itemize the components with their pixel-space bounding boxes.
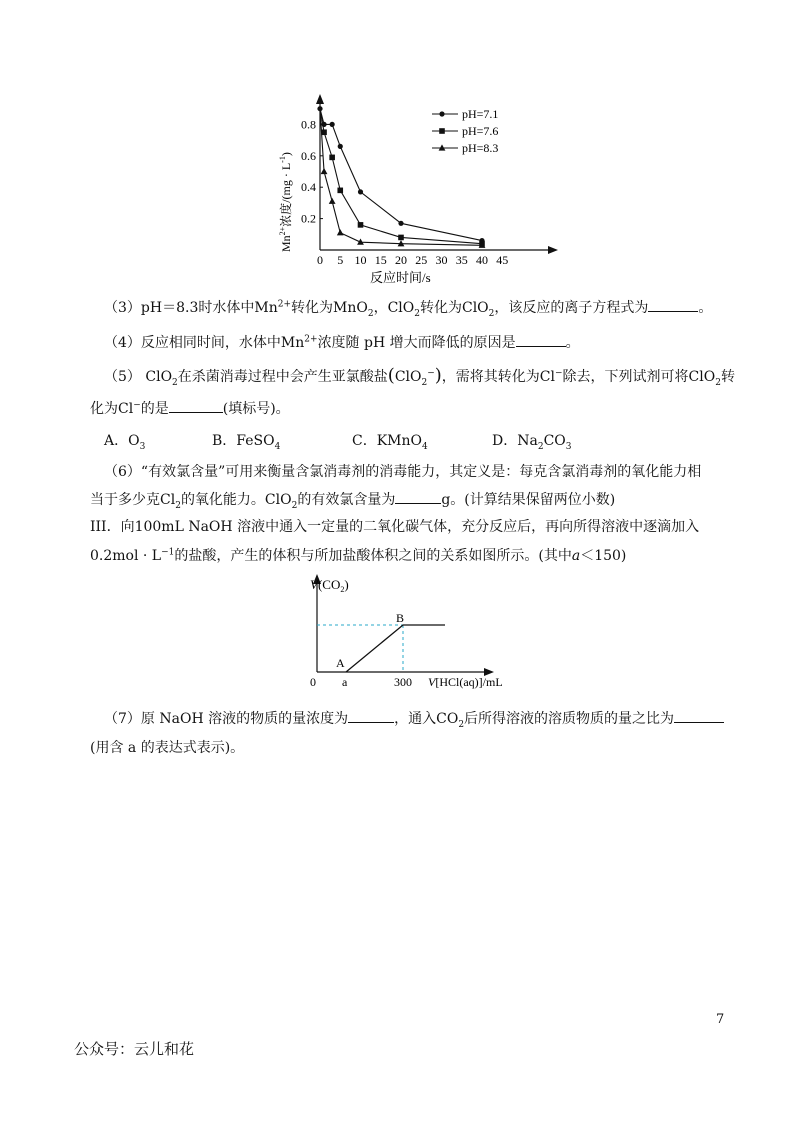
- y-axis-arrow: [316, 94, 324, 104]
- question-6-line1: （6）“有效氯含量”可用来衡量含氯消毒剂的消毒能力，其定义是：每克含氯消毒剂的氧化能力相: [104, 464, 702, 480]
- x-tick-label: 35: [455, 253, 468, 267]
- chart2-tick-300: 300: [394, 675, 412, 689]
- question-3: （3）pH＝8.3时水体中$Mn^{2+}$转化为MnO$_2$，ClO$_2$转化为ClO$_2$，该反应的离子方程式为 。: [104, 297, 712, 318]
- q3-answer-blank[interactable]: [648, 297, 698, 312]
- chart2-point-a-label: A: [336, 656, 345, 670]
- part-3-line1: III．向100mL NaOH 溶液中通入一定量的二氧化碳气体，充分反应后，再向所得溶液中逐滴加入: [90, 519, 700, 535]
- x-tick-label: 15: [374, 253, 387, 267]
- data-point: [439, 111, 444, 116]
- option-d[interactable]: D．$Na_2CO_3$: [492, 433, 572, 452]
- data-point: [337, 229, 344, 235]
- data-point: [330, 122, 335, 127]
- question-6-line2: 当于多少克$Cl_2$的氧化能力。ClO$_2$的有效氯含量为 g。(计算结果保留两位小数): [90, 489, 615, 510]
- x-tick-label: 40: [476, 253, 488, 267]
- x-tick-label: 45: [496, 253, 509, 267]
- question-7-line2: (用含 a 的表达式表示)。: [90, 740, 245, 756]
- x-tick-label: 25: [415, 253, 428, 267]
- q6-answer-blank[interactable]: [395, 489, 441, 504]
- data-point: [329, 155, 335, 161]
- question-7-line1: （7）原 NaOH 溶液的物质的量浓度为 ，通入$CO_2$后所得溶液的溶质物质的量之比为: [104, 708, 724, 729]
- chart2-point-b-label: B: [396, 611, 405, 625]
- q3-number: （3）: [104, 300, 141, 316]
- data-point: [398, 235, 404, 241]
- x-tick-label: 5: [337, 253, 344, 267]
- x-tick-label: 10: [354, 253, 367, 267]
- legend-label: pH=7.1: [462, 107, 499, 121]
- y-tick-label: 0.2: [301, 211, 316, 226]
- data-point: [338, 144, 343, 149]
- q7-concentration-blank[interactable]: [348, 708, 394, 723]
- data-point: [398, 221, 403, 226]
- option-c[interactable]: C．KMnO$_4$: [352, 433, 428, 452]
- chart2-x-label: V[HCl(aq)]/mL: [428, 675, 503, 689]
- data-point: [439, 128, 445, 134]
- part-3-line2: $0.2mol \cdot L^{-1}$的盐酸，产生的体积与所加盐酸体积之间的关系如图所示。(其中a＜150): [90, 547, 627, 564]
- x-tick-label: 30: [435, 253, 448, 267]
- y-tick-label: 0.6: [301, 148, 316, 163]
- q4-answer-blank[interactable]: [516, 332, 566, 347]
- question-4: （4）反应相同时间，水体中$Mn^{2+}$浓度随 pH 增大而降低的原因是 。: [104, 332, 580, 353]
- chart2-origin: 0: [310, 675, 316, 689]
- data-point: [321, 168, 328, 174]
- legend-label: pH=8.3: [462, 141, 499, 155]
- co2-volume-chart: [300, 572, 530, 694]
- question-5-line1: （5） ClO$_2$在杀菌消毒过程中会产生亚氯酸盐(ClO$_2$−)，需将其转化为Cl−除去，下列试剂可将ClO$_2$转: [104, 365, 735, 388]
- chart2-curve: [346, 625, 445, 672]
- y-tick-label: 0.4: [301, 180, 316, 195]
- chart2-y-label: $V(CO_2)$: [310, 577, 349, 594]
- data-point: [358, 189, 363, 194]
- chart2-tick-a: a: [342, 675, 348, 689]
- legend-label: pH=7.6: [462, 124, 499, 138]
- option-b[interactable]: B．FeSO$_4$: [212, 433, 281, 452]
- y-tick-label: 0.8: [301, 117, 316, 132]
- x-tick-label: 20: [395, 253, 407, 267]
- q7-ratio-blank[interactable]: [674, 708, 724, 723]
- option-a[interactable]: A．$O_3$: [104, 433, 146, 452]
- mn-concentration-chart: [270, 92, 570, 287]
- x-axis-label: 反应时间/s: [370, 270, 431, 285]
- data-point: [337, 188, 343, 194]
- data-point: [317, 106, 322, 111]
- data-point: [358, 222, 364, 228]
- data-point: [329, 198, 336, 204]
- x-tick-label: 0: [317, 253, 323, 267]
- x-axis-arrow: [548, 246, 558, 254]
- q5-answer-blank[interactable]: [169, 398, 223, 413]
- footer-wechat: 公众号：云儿和花: [74, 1040, 195, 1058]
- y-axis-label: $Mn^{2+}$浓度$/(mg \cdot L^{-1})$: [278, 152, 293, 252]
- page-number: 7: [716, 1012, 725, 1027]
- question-5-line2: 化为Cl−的是 (填标号)。: [90, 398, 290, 419]
- data-point: [357, 239, 364, 245]
